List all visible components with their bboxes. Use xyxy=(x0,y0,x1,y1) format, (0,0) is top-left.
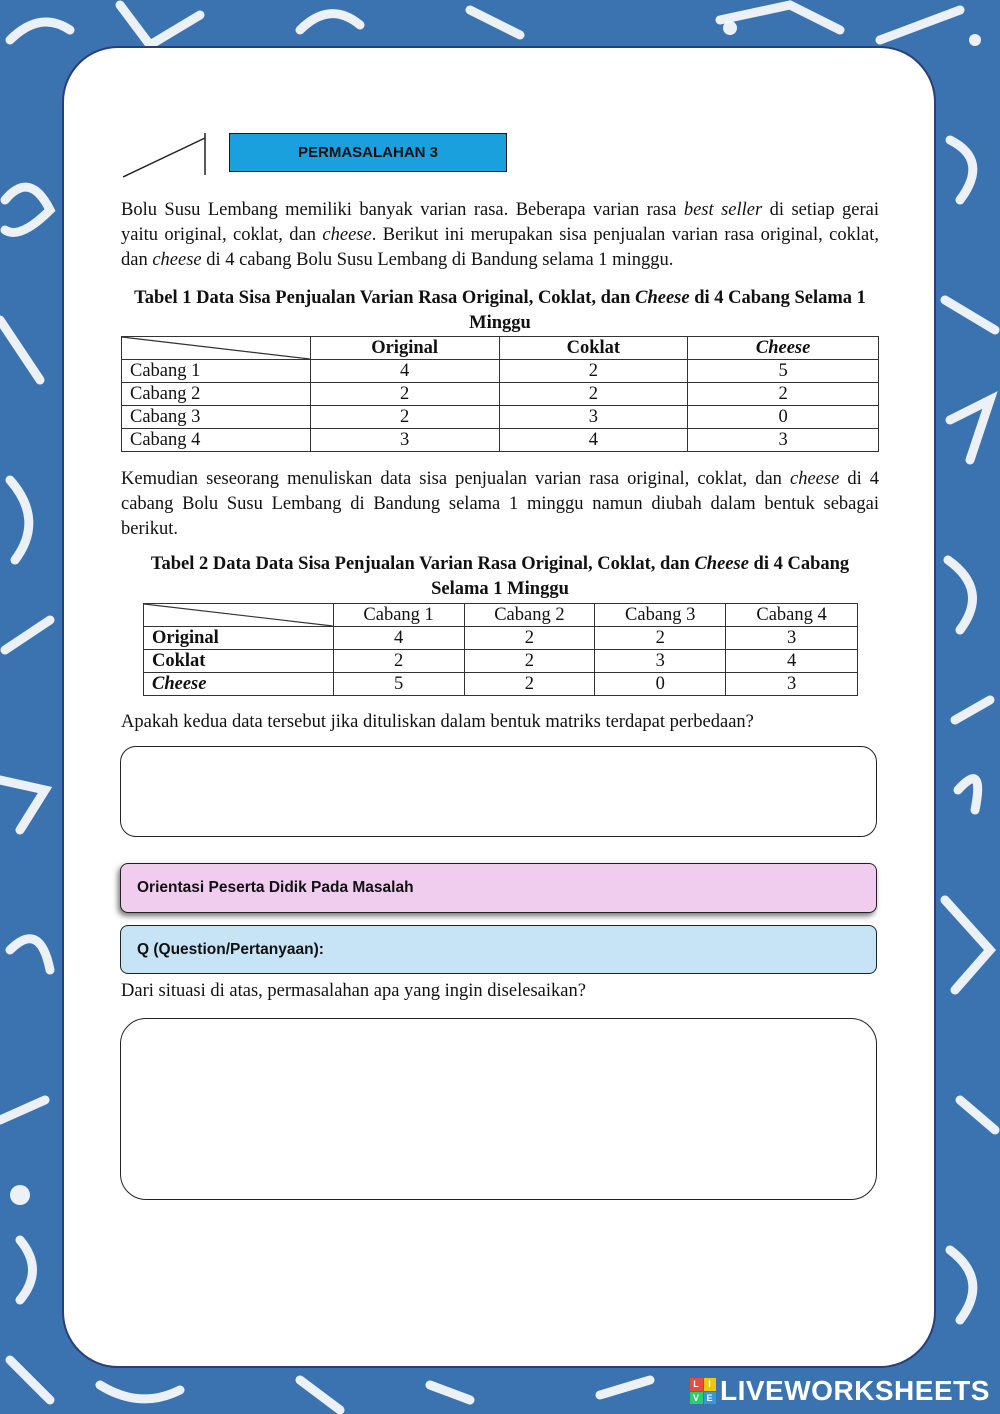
table-row xyxy=(144,627,858,650)
problem-title-box: PERMASALAHAN 3 xyxy=(229,133,507,172)
row-label: Cabang 3 xyxy=(122,406,311,429)
table-cell: 3 xyxy=(595,650,726,673)
table-cell: 5 xyxy=(333,673,464,696)
brand-name: LIVEWORKSHEETS xyxy=(720,1375,990,1406)
question-1-text: Apakah kedua data tersebut jika dituliskan dalam bentuk matriks terdapat perbedaan? xyxy=(121,712,754,732)
table-cell: 4 xyxy=(310,360,499,383)
decorative-corner-line xyxy=(120,130,210,180)
table2-header-cabang-1: Cabang 1 xyxy=(333,604,464,627)
table-row xyxy=(144,650,858,673)
table1 xyxy=(121,336,879,452)
liveworksheets-logo-icon: L I V E xyxy=(690,1378,716,1404)
table1-header-coklat: Coklat xyxy=(499,337,688,360)
table-cell: 4 xyxy=(499,429,688,452)
table1-diagonal-corner xyxy=(122,337,311,360)
table-cell: 2 xyxy=(499,360,688,383)
table-cell: 2 xyxy=(464,627,595,650)
table-cell: 3 xyxy=(688,429,879,452)
question-section-bar: Q (Question/Pertanyaan): xyxy=(120,925,877,974)
table-cell: 4 xyxy=(726,650,858,673)
table2-caption: Tabel 2 Data Data Sisa Penjualan Varian Rasa Original, Coklat, dan Cheese di 4 Cabang Selama 1 Minggu xyxy=(150,554,850,599)
table1-header-original: Original xyxy=(310,337,499,360)
table-cell: 2 xyxy=(464,650,595,673)
table-cell: 2 xyxy=(499,383,688,406)
row-label: Cabang 1 xyxy=(122,360,311,383)
table-cell: 0 xyxy=(688,406,879,429)
table-cell: 2 xyxy=(464,673,595,696)
table2-diagonal-corner xyxy=(144,604,334,627)
table1-header-cheese: Cheese xyxy=(688,337,879,360)
table-cell: 2 xyxy=(333,650,464,673)
table-row xyxy=(122,383,879,406)
intro-paragraph: Bolu Susu Lembang memiliki banyak varian rasa. Beberapa varian rasa best seller di setiap gerai yaitu original, coklat, dan cheese. Berikut ini merupakan sisa penjualan varian rasa original, coklat, dan cheese di 4 cabang Bolu Susu Lembang di Bandung selama 1 minggu. xyxy=(121,200,879,270)
table2-header-cabang-3: Cabang 3 xyxy=(595,604,726,627)
table-cell: 3 xyxy=(310,429,499,452)
question-2-text: Dari situasi di atas, permasalahan apa yang ingin diselesaikan? xyxy=(121,981,586,1001)
table2-header-cabang-4: Cabang 4 xyxy=(726,604,858,627)
table-cell: 2 xyxy=(310,383,499,406)
row-label: Cabang 2 xyxy=(122,383,311,406)
table-cell: 0 xyxy=(595,673,726,696)
orientation-bar: Orientasi Peserta Didik Pada Masalah xyxy=(120,863,877,913)
table1-caption: Tabel 1 Data Sisa Penjualan Varian Rasa Original, Coklat, dan Cheese di 4 Cabang Selama 1 Minggu xyxy=(134,288,866,333)
table2 xyxy=(143,603,858,696)
table-cell: 4 xyxy=(333,627,464,650)
table-cell: 2 xyxy=(310,406,499,429)
table-cell: 3 xyxy=(499,406,688,429)
row-label: Coklat xyxy=(144,650,334,673)
answer-box-1[interactable] xyxy=(120,746,877,837)
table-cell: 3 xyxy=(726,627,858,650)
liveworksheets-brand xyxy=(690,1374,990,1408)
table-row xyxy=(122,406,879,429)
row-label: Original xyxy=(144,627,334,650)
answer-box-2[interactable] xyxy=(120,1018,877,1200)
row-label: Cabang 4 xyxy=(122,429,311,452)
table-cell: 3 xyxy=(726,673,858,696)
row-label: Cheese xyxy=(144,673,334,696)
table-row xyxy=(144,673,858,696)
table-row xyxy=(122,360,879,383)
table2-header-cabang-2: Cabang 2 xyxy=(464,604,595,627)
middle-paragraph: Kemudian seseorang menuliskan data sisa penjualan varian rasa original, coklat, dan cheese di 4 cabang Bolu Susu Lembang di Bandung selama 1 minggu namun diubah dalam bentuk sebagai berikut. xyxy=(121,469,880,539)
table-cell: 2 xyxy=(688,383,879,406)
table-cell: 5 xyxy=(688,360,879,383)
table-cell: 2 xyxy=(595,627,726,650)
table-row xyxy=(122,429,879,452)
